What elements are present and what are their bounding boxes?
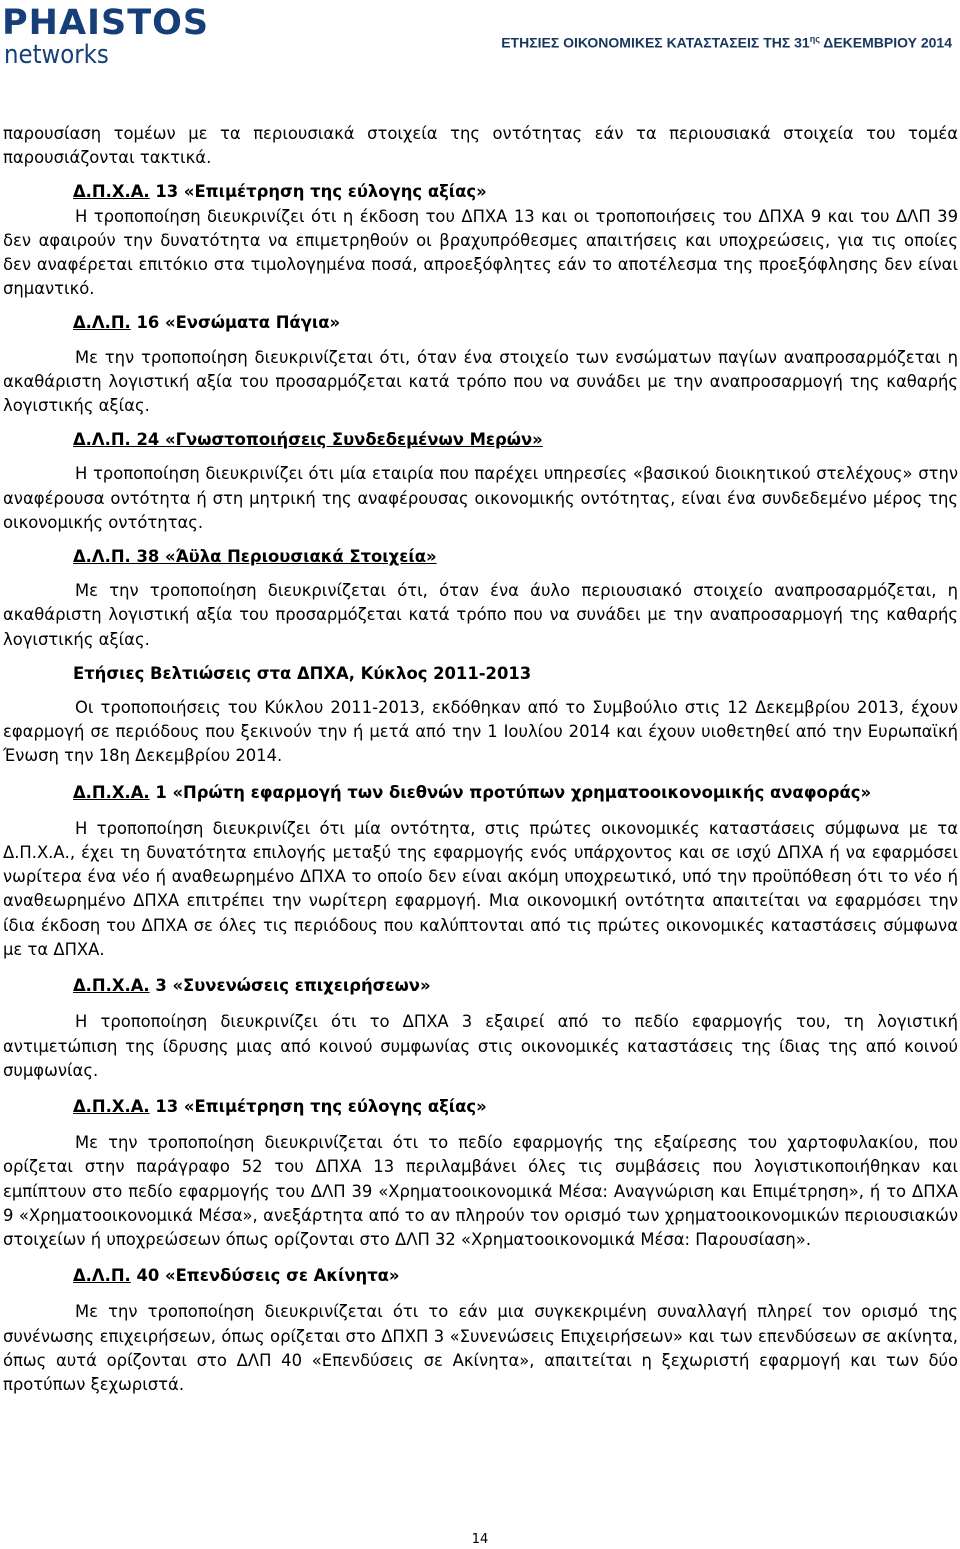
section-heading-ias24 bbox=[3, 428, 958, 452]
section-heading-ifrs1 bbox=[3, 781, 958, 805]
section-code: Δ.Π.Χ.Α. bbox=[73, 182, 150, 202]
section-body-ias40: Με την τροποποίηση διευκρινίζεται ότι το εάν μια συγκεκριμένη συναλλαγή πληρεί τον ορισμό της συνένωσης επιχειρήσεων, όπως ορίζεται στο ΔΠΧΠ 3 «Συνενώσεις Επιχειρήσεων» και των επενδύσεων σε ακίνητα, όπως αυτά ορίζονται στο ΔΛΠ 40 «Επενδύσεις σε Ακίνητα», απαιτείται η ξεχωριστή εφαρμογή και των δύο προτύπων ξεχωριστά. bbox=[3, 1302, 958, 1394]
section-code: Δ.Λ.Π. bbox=[73, 1266, 131, 1286]
annual-improvements-heading: Ετήσιες Βελτιώσεις στα ΔΠΧΑ, Κύκλος 2011-2013 bbox=[73, 663, 532, 683]
section-code: Δ.Λ.Π. bbox=[73, 313, 131, 333]
section-heading-ias38 bbox=[3, 545, 958, 569]
section-title: 16 «Ενσώματα Πάγια» bbox=[130, 313, 341, 333]
report-title bbox=[501, 34, 952, 51]
section-code: Δ.Λ.Π. bbox=[73, 547, 131, 567]
section-heading-ifrs13-annual bbox=[3, 1095, 958, 1119]
section-body-ias16: Με την τροποποίηση διευκρινίζεται ότι, όταν ένα στοιχείο των ενσώματων παγίων αναπροσαρμόζεται η ακαθάριστη λογιστική αξία του προσαρμόζεται κατά τρόπο που να συνάδει με την αναπροσαρμογή της καθαρής λογιστικής αξίας. bbox=[3, 347, 958, 416]
annual-improvements-body: Οι τροποποιήσεις του Κύκλου 2011-2013, εκδόθηκαν από το Συμβούλιο στις 12 Δεκεμβρίου 2013, έχουν εφαρμογή σε περιόδους που ξεκινούν την ή μετά από την 1 Ιουλίου 2014 και έχουν υιοθετηθεί από την Ευρωπαϊκή Ένωση την 18η Δεκεμβρίου 2014. bbox=[3, 698, 958, 766]
section-title: 13 «Επιμέτρηση της εύλογης αξίας» bbox=[149, 182, 487, 202]
document-body bbox=[3, 122, 958, 1397]
section-heading-ifrs3 bbox=[3, 974, 958, 998]
section-title: 3 «Συνενώσεις επιχειρήσεων» bbox=[149, 976, 431, 996]
section-heading-ifrs13 bbox=[3, 180, 958, 204]
section-code: Δ.Λ.Π. bbox=[73, 430, 131, 450]
section-code: Δ.Π.Χ.Α. bbox=[73, 976, 150, 996]
section-title: 24 «Γνωστοποιήσεις Συνδεδεμένων Μερών» bbox=[130, 430, 543, 450]
section-body-ifrs13-annual: Με την τροποποίηση διευκρινίζεται ότι το πεδίο εφαρμογής της εξαίρεσης του χαρτοφυλακίου, που ορίζεται στην παράγραφο 52 του ΔΠΧΑ 13 περιλαμβάνει όλες τις συμβάσεις που λογιστικοποιήθηκαν και εμπίπτουν στο πεδίο εφαρμογής του ΔΛΠ 39 «Χρηματοοικονομικά Μέσα: Αναγνώριση και Επιμέτρηση», ή το ΔΠΧΑ 9 «Χρηματοοικονομικά Μέσα», ανεξάρτητα από το αν πληρούν τον ορισμό των χρηματοοικονομικών περιουσιακών στοιχείων ή υποχρεώσεων όπως ορίζονται στο ΔΛΠ 32 «Χρηματοοικονομικά Μέσα: Παρουσίαση». bbox=[3, 1133, 958, 1249]
section-heading-ias16 bbox=[3, 311, 958, 335]
report-title-prefix: ΕΤΗΣΙΕΣ ΟΙΚΟΝΟΜΙΚΕΣ ΚΑΤΑΣΤΑΣΕΙΣ ΤΗΣ 31 bbox=[501, 34, 810, 51]
section-code: Δ.Π.Χ.Α. bbox=[73, 782, 150, 802]
company-logo bbox=[2, 4, 217, 70]
report-title-suffix: ΔΕΚΕΜΒΡΙΟΥ 2014 bbox=[819, 34, 952, 51]
section-title: 40 «Επενδύσεις σε Ακίνητα» bbox=[130, 1266, 400, 1286]
section-heading-ias40 bbox=[3, 1264, 958, 1288]
section-body-ifrs13: Η τροποποίηση διευκρινίζει ότι η έκδοση του ΔΠΧΑ 13 και οι τροποποιήσεις του ΔΠΧΑ 9 και του ΔΛΠ 39 δεν αφαιρούν την δυνατότητα να επιμετρηθούν οι βραχυπρόθεσμες απαιτήσεις και υποχρεώσεις, για τις οποίες δεν αναφέρεται επιτόκιο στα τιμολογημένα ποσά, απροεξόφλητες εάν το αποτέλεσμα της προεξόφλησης δεν είναι σημαντικό. bbox=[3, 206, 958, 299]
logo-text-top: PHAISTOS bbox=[2, 3, 210, 43]
section-title: 38 «Άϋλα Περιουσιακά Στοιχεία» bbox=[130, 547, 437, 567]
section-body-ias24: Η τροποποίηση διευκρινίζει ότι μία εταιρία που παρέχει υπηρεσίες «βασικού διοικητικού στελέχους» στην αναφέρουσα οντότητα ή στη μητρική της αναφέρουσας οικονομικής οντότητας, είναι ένα συνδεδεμένο μέρος της οικονομικής οντότητας. bbox=[3, 464, 958, 532]
section-title: 13 «Επιμέτρηση της εύλογης αξίας» bbox=[149, 1096, 487, 1116]
section-body-ifrs1: Η τροποποίηση διευκρινίζει ότι μία οντότητα, στις πρώτες οικονομικές καταστάσεις σύμφωνα με τα Δ.Π.Χ.Α., έχει τη δυνατότητα επιλογής μεταξύ της εφαρμογής ενός υπάρχοντος και σε ισχύ ΔΠΧΑ ή να εφαρμόσει νωρίτερα ένα νέο ή αναθεωρημένο ΔΠΧΑ το οποίο δεν είναι ακόμη υποχρεωτικό, υπό την προϋπόθεση ότι το νέο ή αναθεωρημένο ΔΠΧΑ επιτρέπει την νωρίτερη εφαρμογή. Μια οικονομική οντότητα απαιτείται να εφαρμόσει την ίδια έκδοση του ΔΠΧΑ σε όλες τις περιόδους που καλύπτονται από τις πρώτες οικονομικές καταστάσεις σύμφωνα με τα ΔΠΧΑ. bbox=[3, 818, 958, 959]
page-header bbox=[0, 0, 960, 80]
section-body-ias38: Με την τροποποίηση διευκρινίζεται ότι, όταν ένα άυλο περιουσιακό στοιχείο αναπροσαρμόζεται, η ακαθάριστη λογιστική αξία του προσαρμόζεται κατά τρόπο που να συνάδει με την αναπροσαρμογή της καθαρής λογιστικής αξίας. bbox=[3, 581, 958, 649]
section-body-ifrs3: Η τροποποίηση διευκρινίζει ότι το ΔΠΧΑ 3 εξαιρεί από το πεδίο εφαρμογής του, τη λογιστική αντιμετώπιση της ίδρυσης μιας από κοινού συμφωνίας στις οικονομικές καταστάσεις της ίδιας της από κοινού συμφωνίας. bbox=[3, 1012, 958, 1080]
page-number: 14 bbox=[471, 1532, 489, 1547]
section-title: 1 «Πρώτη εφαρμογή των διεθνών προτύπων χρηματοοικονομικής αναφοράς» bbox=[149, 782, 872, 802]
logo-text-bottom: networks bbox=[4, 40, 109, 70]
section-code: Δ.Π.Χ.Α. bbox=[73, 1096, 150, 1116]
report-title-sup: ης bbox=[809, 34, 820, 44]
intro-paragraph: παρουσίαση τομέων με τα περιουσιακά στοιχεία της οντότητας εάν τα περιουσιακά στοιχεία του τομέα παρουσιάζονται τακτικά. bbox=[3, 124, 958, 168]
